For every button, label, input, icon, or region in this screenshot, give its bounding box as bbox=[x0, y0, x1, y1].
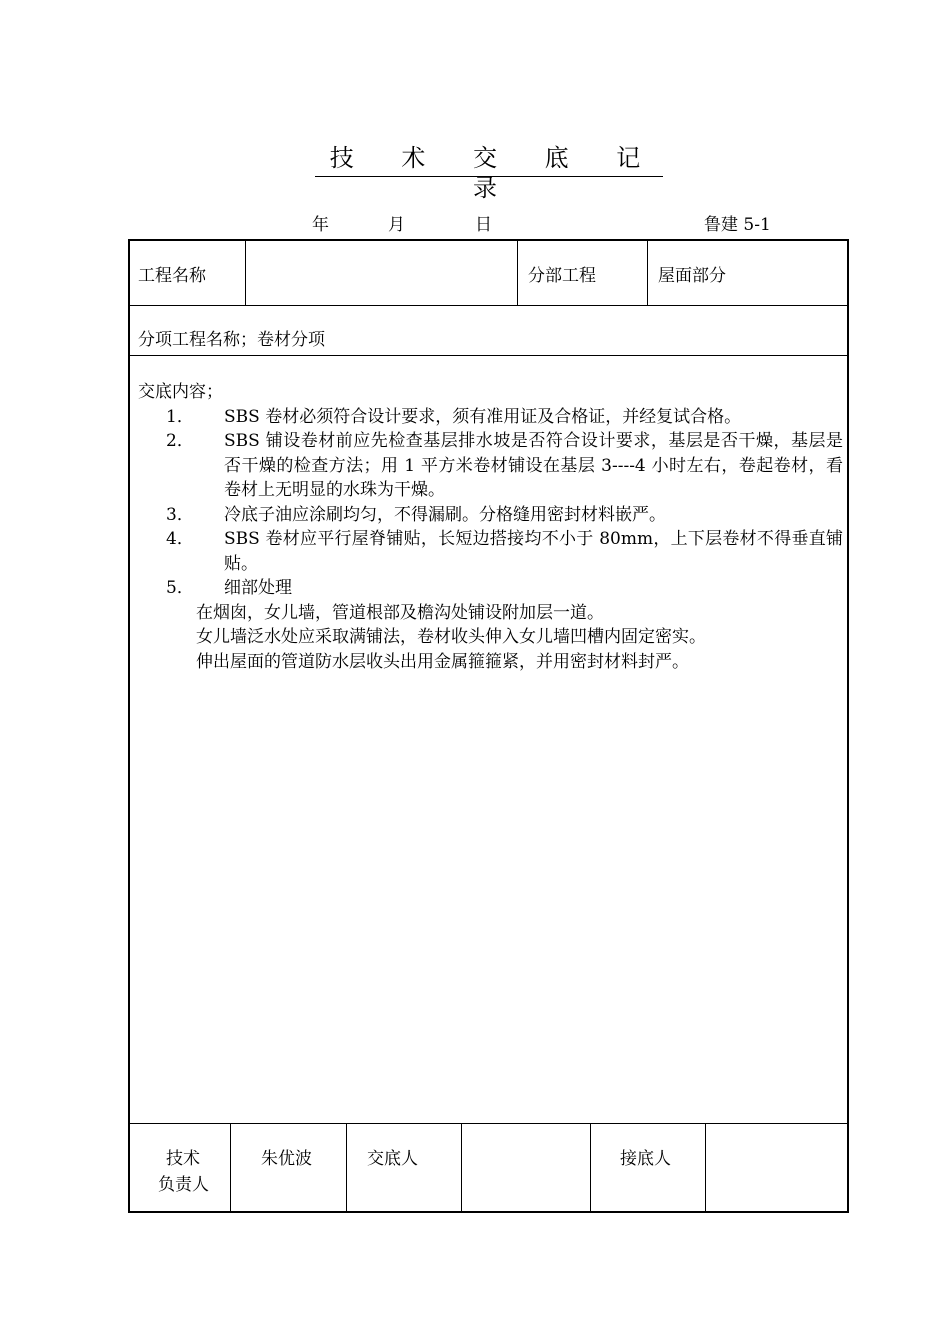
col-divider bbox=[517, 241, 518, 305]
form-code: 鲁建 5-1 bbox=[704, 215, 771, 235]
col-divider bbox=[705, 1123, 706, 1213]
item-text: SBS 卷材应平行屋脊铺贴，长短边搭接均不小于 80mm，上下层卷材不得垂直铺贴。 bbox=[224, 529, 843, 574]
detail-line: 在烟囱，女儿墙，管道根部及檐沟处铺设附加层一道。 bbox=[196, 602, 604, 623]
row-divider bbox=[130, 305, 847, 306]
item-number: 1． bbox=[166, 406, 194, 427]
receiver-label: 接底人 bbox=[620, 1149, 671, 1169]
item-number: 5． bbox=[166, 578, 194, 598]
item-text: SBS 铺设卷材前应先检查基层排水坡是否符合设计要求，基层是否干燥，基层是否干燥的检查方法；用 1 平方米卷材铺设在基层 3----4 小时左右，卷起卷材，看卷材上无明显的水珠为干燥。 bbox=[224, 431, 843, 500]
division-label: 分部工程 bbox=[528, 266, 596, 286]
row-divider bbox=[130, 355, 847, 356]
item-text: 冷底子油应涂刷均匀，不得漏刷。分格缝用密封材料嵌严。 bbox=[224, 504, 666, 525]
col-divider bbox=[461, 1123, 462, 1213]
tech-lead-label-line2: 负责人 bbox=[158, 1175, 209, 1195]
col-divider bbox=[590, 1123, 591, 1213]
division-value: 屋面部分 bbox=[658, 266, 726, 286]
col-divider bbox=[245, 241, 246, 305]
col-divider bbox=[647, 241, 648, 305]
tech-lead-name: 朱优波 bbox=[261, 1149, 312, 1169]
item-text: SBS 卷材必须符合设计要求，须有准用证及合格证，并经复试合格。 bbox=[224, 406, 742, 427]
date-year-label: 年 bbox=[312, 215, 329, 235]
item-text: 细部处理 bbox=[224, 578, 292, 598]
detail-line: 女儿墙泛水处应采取满铺法，卷材收头伸入女儿墙凹槽内固定密实。 bbox=[196, 627, 706, 647]
project-name-label: 工程名称 bbox=[138, 266, 206, 286]
item-number: 2． bbox=[166, 431, 194, 451]
row-divider bbox=[130, 1123, 847, 1124]
item-number: 3． bbox=[166, 504, 194, 525]
list-item bbox=[138, 503, 843, 528]
col-divider bbox=[230, 1123, 231, 1213]
document-title: 技 术 交 底 记 录 bbox=[315, 143, 663, 177]
disclosure-content bbox=[138, 380, 843, 674]
subitem-name: 分项工程名称；卷材分项 bbox=[138, 330, 325, 350]
date-day-label: 日 bbox=[475, 215, 492, 235]
list-item bbox=[138, 527, 843, 576]
list-item bbox=[138, 576, 843, 601]
item-number: 4． bbox=[166, 529, 194, 549]
list-item bbox=[138, 429, 843, 503]
detail-line: 伸出屋面的管道防水层收头出用金属箍箍紧，并用密封材料封严。 bbox=[196, 651, 689, 672]
list-item bbox=[138, 405, 843, 430]
tech-lead-label-line1: 技术 bbox=[166, 1149, 200, 1169]
content-heading: 交底内容； bbox=[138, 382, 223, 402]
discloser-label: 交底人 bbox=[367, 1149, 418, 1169]
col-divider bbox=[346, 1123, 347, 1213]
date-month-label: 月 bbox=[388, 215, 405, 235]
